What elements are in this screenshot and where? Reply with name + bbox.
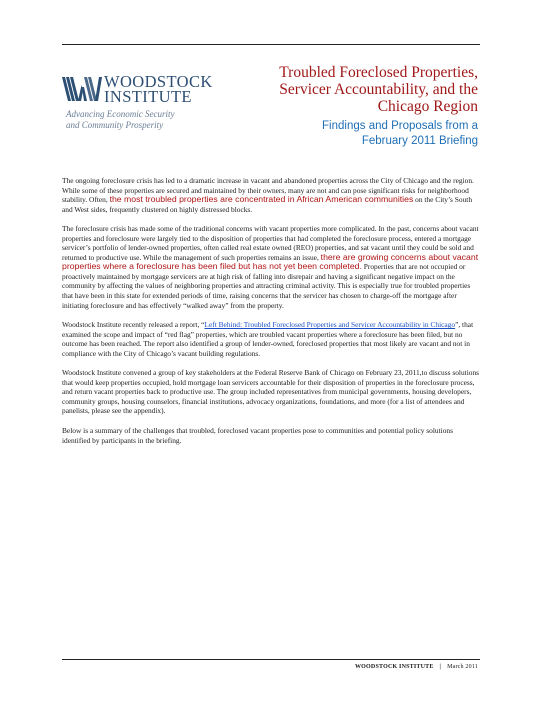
- title-line-1: Troubled Foreclosed Properties,: [279, 64, 478, 81]
- p2-highlight: there are growing concerns about vacant properties where a foreclosure has been filed but has not yet been completed.: [62, 251, 479, 272]
- bottom-rule: [62, 659, 480, 660]
- footer-org: WOODSTOCK INSTITUTE: [354, 664, 434, 670]
- page-footer: [355, 664, 478, 670]
- p1-highlight: the most troubled properties are concentrated in African American communities: [109, 194, 414, 205]
- paragraph-5: Below is a summary of the challenges that troubled, foreclosed vacant properties pose to communities and potential policy solutions identified by participants in the briefing.: [62, 426, 453, 445]
- logo-wordmark-line2: INSTITUTE: [104, 87, 192, 106]
- paragraph-3: [62, 320, 480, 358]
- logo-wordmark-line1: WOODSTOCK: [104, 72, 213, 91]
- woodstock-w-mark-icon: [62, 73, 102, 105]
- document-title: [248, 64, 478, 115]
- paragraph-2: [62, 224, 480, 310]
- document-subtitle: [248, 119, 478, 148]
- report-link[interactable]: Left Behind: Troubled Foreclosed Properties and Servicer Accountability in Chicago: [204, 320, 456, 330]
- subtitle-line-2: February 2011 Briefing: [361, 134, 478, 147]
- p2-text-b: Properties that are not occupied or proactively maintained by mortgage servicers are at high risk of falling into disrepair and having a significant negative impact on the community by affecting the values of neighboring properties and attracting criminal activity. This is especially true for troubled properties that have been in this state for extended periods of time, raising concerns that the servicer has chosen to charge-off the mortgage after initiating foreclosure and has effectively “walked away” from the property.: [62, 262, 471, 310]
- logo-tagline-line2: and Community Prosperity: [66, 119, 164, 130]
- p1-text-b: on the City’s South and West sides, frequently clustered on highly distressed blocks.: [62, 195, 473, 214]
- subtitle-line-1: Findings and Proposals from a: [322, 120, 478, 132]
- footer-separator: |: [439, 664, 442, 670]
- top-rule: [62, 44, 480, 45]
- p3-text-a: Woodstock Institute recently released a report, “: [62, 320, 205, 330]
- paragraph-4: Woodstock Institute convened a group of key stakeholders at the Federal Reserve Bank of Chicago on February 23, 2011,to discuss solutions that would keep properties occupied, hold mortgage loan servicers accountable for their disposition of properties in the foreclosure process, and return vacant properties back to productive use. The group included representatives from municipal governments, housing developers, community groups, housing counselors, financial institutions, advocacy organizations, foundations, and more (for a list of attendees and panelists, please see the appendix).: [62, 368, 480, 416]
- p2-text-a: The foreclosure crisis has made some of the traditional concerns with vacant properties more complicated. In the past, concerns about vacant properties and foreclosure were largely tied to the disposition of properties that had completed the foreclosure process, entered a mortgage servicer’s portfolio of lender-owned properties, often called real estate owned (REO) properties, and sat vacant until they could be sold and returned to productive use. While the management of such properties remains an issue,: [62, 224, 479, 262]
- footer-date: March 2011: [447, 664, 478, 670]
- logo-tagline: [66, 109, 174, 130]
- woodstock-logo: [62, 71, 232, 131]
- logo-tagline-line1: Advancing Economic Security: [66, 109, 175, 119]
- title-line-3: Chicago Region: [377, 98, 478, 115]
- p3-text-b: ”, that examined the scope and impact of “red flag” properties, which are troubled vacant properties where a foreclosure has been filed, but no outcome has been reached. The report also identified a group of lender-owned, foreclosed properties that most likely are vacant and not in compliance with the City of Chicago’s vacant building regulations.: [62, 320, 474, 358]
- title-line-2: Servicer Accountability, and the: [279, 81, 478, 98]
- p1-text-a: The ongoing foreclosure crisis has led to a dramatic increase in vacant and abandoned properties across the City of Chicago and the region. While some of these properties are secured and maintained by their owners, many are not and can pose significant risks for neighborhood stability. Often,: [62, 176, 474, 205]
- paragraph-1: [62, 176, 480, 214]
- document-body: [62, 176, 480, 455]
